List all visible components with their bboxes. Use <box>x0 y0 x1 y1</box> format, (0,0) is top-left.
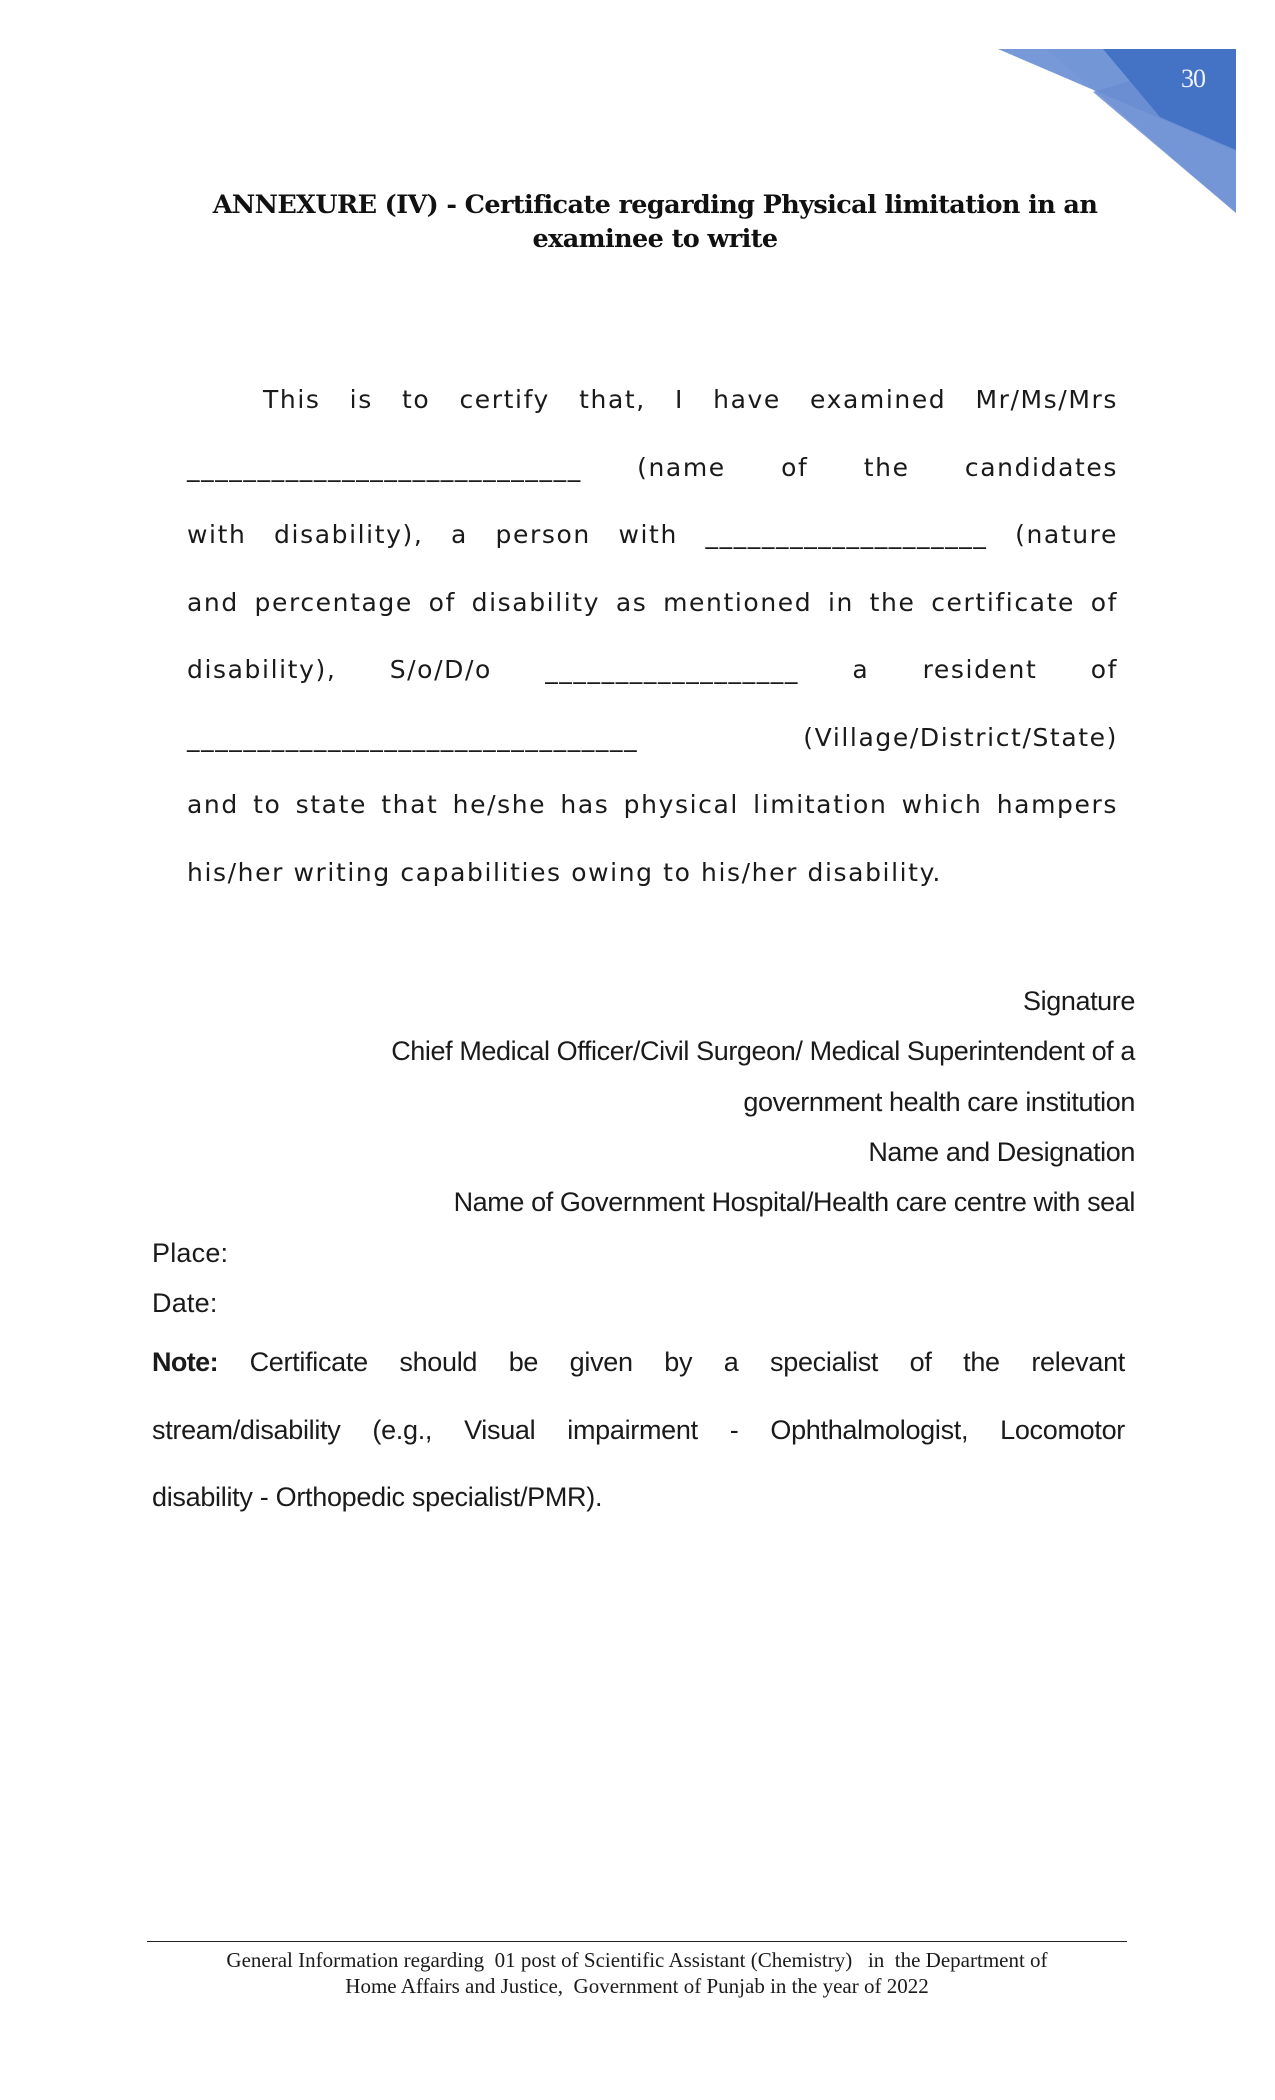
note-section <box>152 1329 1125 1532</box>
note-line-3: disability - Orthopedic specialist/PMR). <box>152 1482 603 1512</box>
paragraph-line: and percentage of disability as mentioned in the certificate of <box>187 587 1118 617</box>
paragraph-line: ____________________________ (name of the candidates <box>187 452 1118 482</box>
date-label: Date: <box>152 1288 218 1319</box>
note-line-2: stream/disability (e.g., Visual impairment - Ophthalmologist, Locomotor <box>152 1414 1125 1445</box>
paragraph-line: This is to certify that, I have examined Mr/Ms/Mrs <box>263 385 1118 414</box>
page-footer <box>147 1947 1127 1999</box>
note-line-1 <box>152 1329 1125 1397</box>
footer-line-2: Home Affairs and Justice, Government of Punjab in the year of 2022 <box>345 1974 929 1998</box>
signature-label: Signature <box>1023 986 1135 1016</box>
page-title <box>200 188 1110 256</box>
footer-divider <box>147 1941 1127 1942</box>
certificate-paragraph <box>187 366 1118 906</box>
name-designation-label: Name and Designation <box>868 1136 1135 1167</box>
note-label: Note: <box>152 1347 218 1377</box>
place-label: Place: <box>152 1238 229 1268</box>
place-date-fields <box>152 1228 228 1329</box>
footer-line-1: General Information regarding 01 post of Scientific Assistant (Chemistry) in the Department of <box>226 1948 1048 1972</box>
officer-title-line-2: government health care institution <box>743 1086 1135 1117</box>
title-line-1: ANNEXURE (IV) - Certificate regarding Physical limitation in an <box>212 190 1098 220</box>
paragraph-line: his/her writing capabilities owing to his/her disability. <box>187 857 942 887</box>
note-text-1: Certificate should be given by a specialist of the relevant <box>249 1347 1125 1377</box>
page-number: 30 <box>1181 64 1205 93</box>
signature-block <box>150 976 1135 1227</box>
paragraph-line: disability), S/o/D/o __________________ a resident of <box>187 655 1118 684</box>
officer-title-line-1: Chief Medical Officer/Civil Surgeon/ Medical Superintendent of a <box>391 1036 1135 1067</box>
paragraph-line: with disability), a person with ____________________ (nature <box>187 520 1118 549</box>
title-line-2: examinee to write <box>532 224 778 254</box>
hospital-seal-label: Name of Government Hospital/Health care centre with seal <box>453 1187 1135 1218</box>
paragraph-line: and to state that he/she has physical limitation which hampers <box>187 790 1118 819</box>
paragraph-line: ________________________________ (Village/District/State) <box>187 722 1118 752</box>
